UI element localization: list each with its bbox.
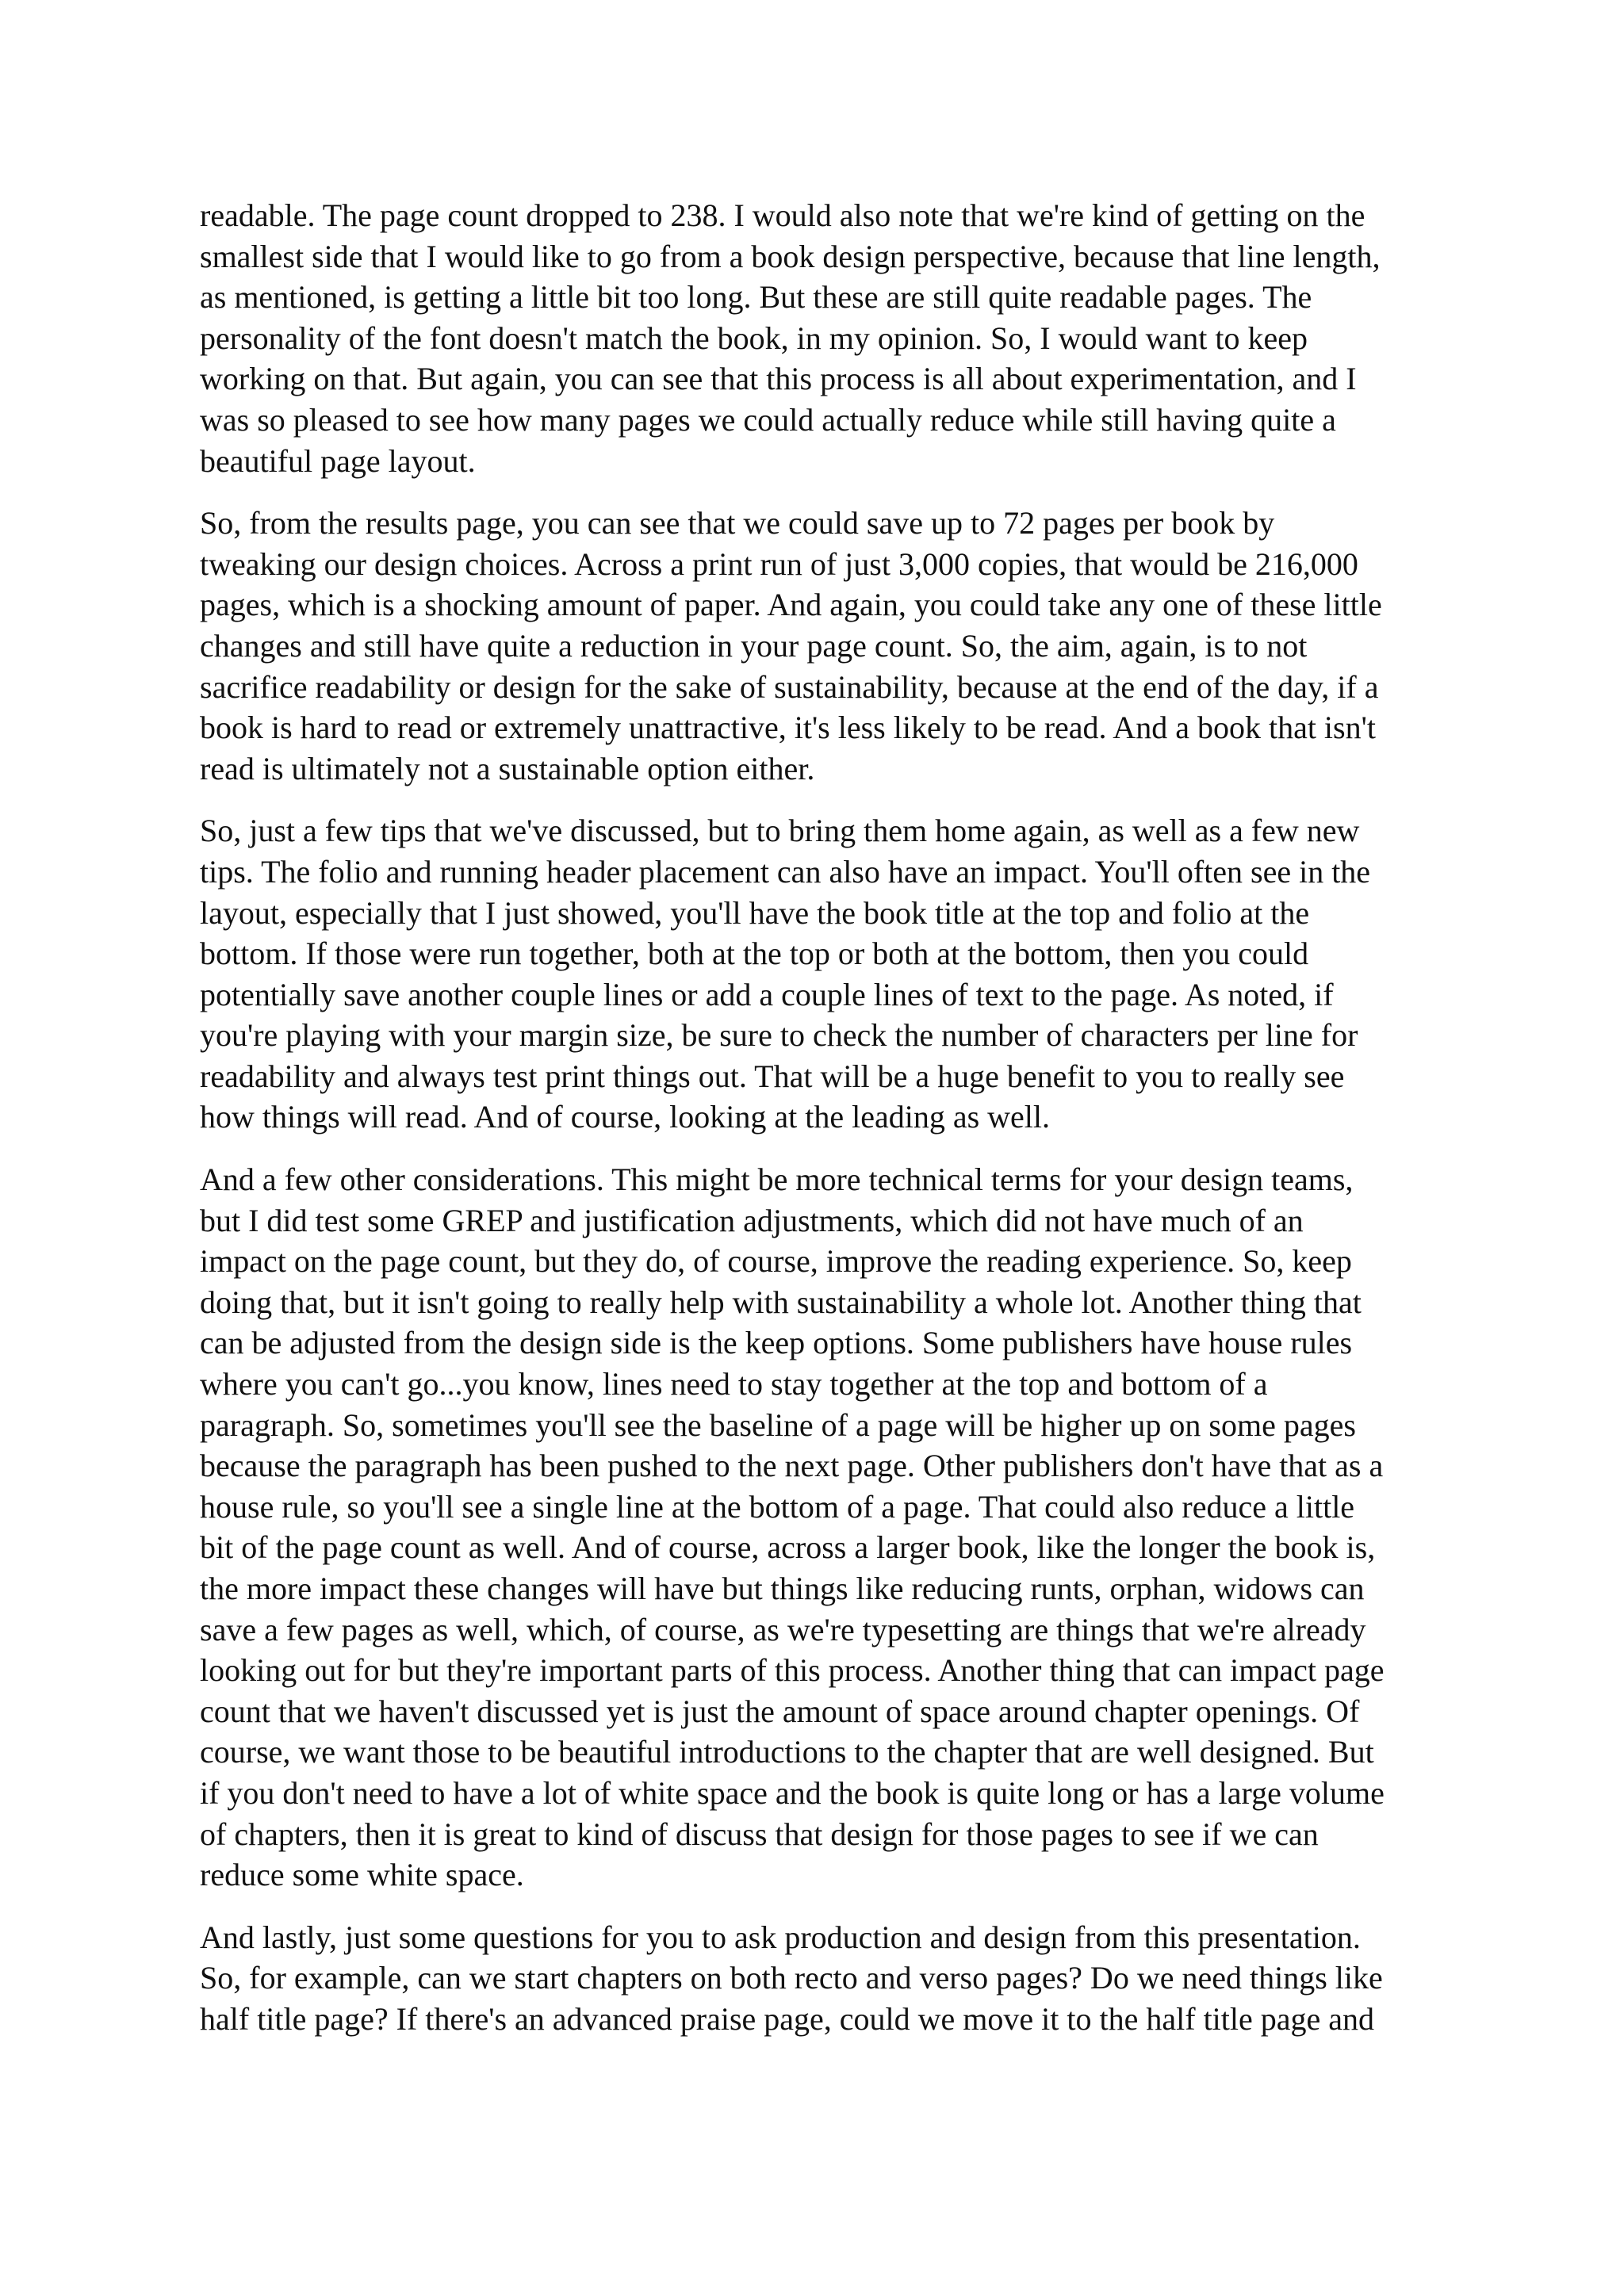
text-line: save a few pages as well, which, of course, as we're typesetting are things that we're already xyxy=(200,1611,1366,1647)
text-line: but I did test some GREP and justification adjustments, which did not have much of an xyxy=(200,1202,1304,1238)
text-line: tweaking our design choices. Across a print run of just 3,000 copies, that would be 216,000 xyxy=(200,545,1358,582)
text-line: tips. The folio and running header placement can also have an impact. You'll often see in the xyxy=(200,853,1371,890)
text-line: if you don't need to have a lot of white space and the book is quite long or has a large volume xyxy=(200,1774,1385,1811)
text-line: So, for example, can we start chapters on both recto and verso pages? Do we need things like xyxy=(200,1960,1383,1996)
text-line: So, just a few tips that we've discussed, but to bring them home again, as well as a few new xyxy=(200,813,1360,849)
text-line: read is ultimately not a sustainable option either. xyxy=(200,750,815,786)
text-line: changes and still have quite a reduction in your page count. So, the aim, again, is to not xyxy=(200,627,1308,664)
text-line: beautiful page layout. xyxy=(200,442,476,479)
text-line: was so pleased to see how many pages we could actually reduce while still having quite a xyxy=(200,401,1336,438)
text-line: sacrifice readability or design for the sake of sustainability, because at the end of the day, if a xyxy=(200,668,1379,705)
text-line: readable. The page count dropped to 238. I would also note that we're kind of getting on the xyxy=(200,197,1365,233)
text-line: doing that, but it isn't going to really help with sustainability a whole lot. Another thing that xyxy=(200,1284,1362,1320)
paragraph xyxy=(200,1159,1440,1896)
text-line: bottom. If those were run together, both at the top or both at the bottom, then you could xyxy=(200,936,1309,972)
text-line: smallest side that I would like to go from a book design perspective, because that line length, xyxy=(200,238,1381,274)
text-line: as mentioned, is getting a little bit too long. But these are still quite readable pages. The xyxy=(200,279,1312,316)
text-line: looking out for but they're important parts of this process. Another thing that can impact page xyxy=(200,1652,1385,1689)
body-text xyxy=(200,195,1440,2061)
text-line: the more impact these changes will have but things like reducing runts, orphan, widows can xyxy=(200,1571,1365,1606)
text-line: impact on the page count, but they do, of course, improve the reading experience. So, keep xyxy=(200,1243,1352,1280)
text-line: paragraph. So, sometimes you'll see the baseline of a page will be higher up on some pages xyxy=(200,1406,1356,1443)
text-line: reduce some white space. xyxy=(200,1857,524,1893)
text-line: house rule, so you'll see a single line at the bottom of a page. That could also reduce a little xyxy=(200,1488,1355,1525)
text-line: half title page? If there's an advanced praise page, could we move it to the half title page and xyxy=(200,2000,1375,2037)
text-line: you're playing with your margin size, be sure to check the number of characters per line for xyxy=(200,1017,1358,1054)
paragraph xyxy=(200,503,1440,789)
text-line: working on that. But again, you can see that this process is all about experimentation, and I xyxy=(200,361,1357,397)
text-line: bit of the page count as well. And of course, across a larger book, like the longer the book is, xyxy=(200,1529,1376,1566)
text-line: how things will read. And of course, looking at the leading as well. xyxy=(200,1099,1051,1135)
text-line: potentially save another couple lines or add a couple lines of text to the page. As noted, if xyxy=(200,976,1334,1012)
text-line: pages, which is a shocking amount of paper. And again, you could take any one of these little xyxy=(200,587,1382,623)
text-line: because the paragraph has been pushed to the next page. Other publishers don't have that as a xyxy=(200,1448,1384,1484)
text-line: So, from the results page, you can see that we could save up to 72 pages per book by xyxy=(200,505,1275,541)
text-line: readability and always test print things out. That will be a huge benefit to you to really see xyxy=(200,1058,1345,1094)
paragraph xyxy=(200,195,1440,481)
text-line: course, we want those to be beautiful introductions to the chapter that are well designed. But xyxy=(200,1734,1374,1770)
text-line: And lastly, just some questions for you to ask production and design from this presentation. xyxy=(200,1919,1361,1955)
text-line: of chapters, then it is great to kind of discuss that design for those pages to see if we can xyxy=(200,1816,1319,1852)
text-line: where you can't go...you know, lines need to stay together at the top and bottom of a xyxy=(200,1366,1268,1402)
paragraph xyxy=(200,1917,1440,2040)
text-line: layout, especially that I just showed, you'll have the book title at the top and folio at the xyxy=(200,894,1310,931)
text-line: can be adjusted from the design side is the keep options. Some publishers have house rules xyxy=(200,1325,1353,1361)
text-line: book is hard to read or extremely unattractive, it's less likely to be read. And a book that isn't xyxy=(200,710,1376,746)
text-line: And a few other considerations. This might be more technical terms for your design teams, xyxy=(200,1161,1354,1198)
paragraph xyxy=(200,810,1440,1138)
text-line: count that we haven't discussed yet is just the amount of space around chapter openings. Of xyxy=(200,1693,1360,1729)
text-line: personality of the font doesn't match the book, in my opinion. So, I would want to keep xyxy=(200,320,1308,356)
